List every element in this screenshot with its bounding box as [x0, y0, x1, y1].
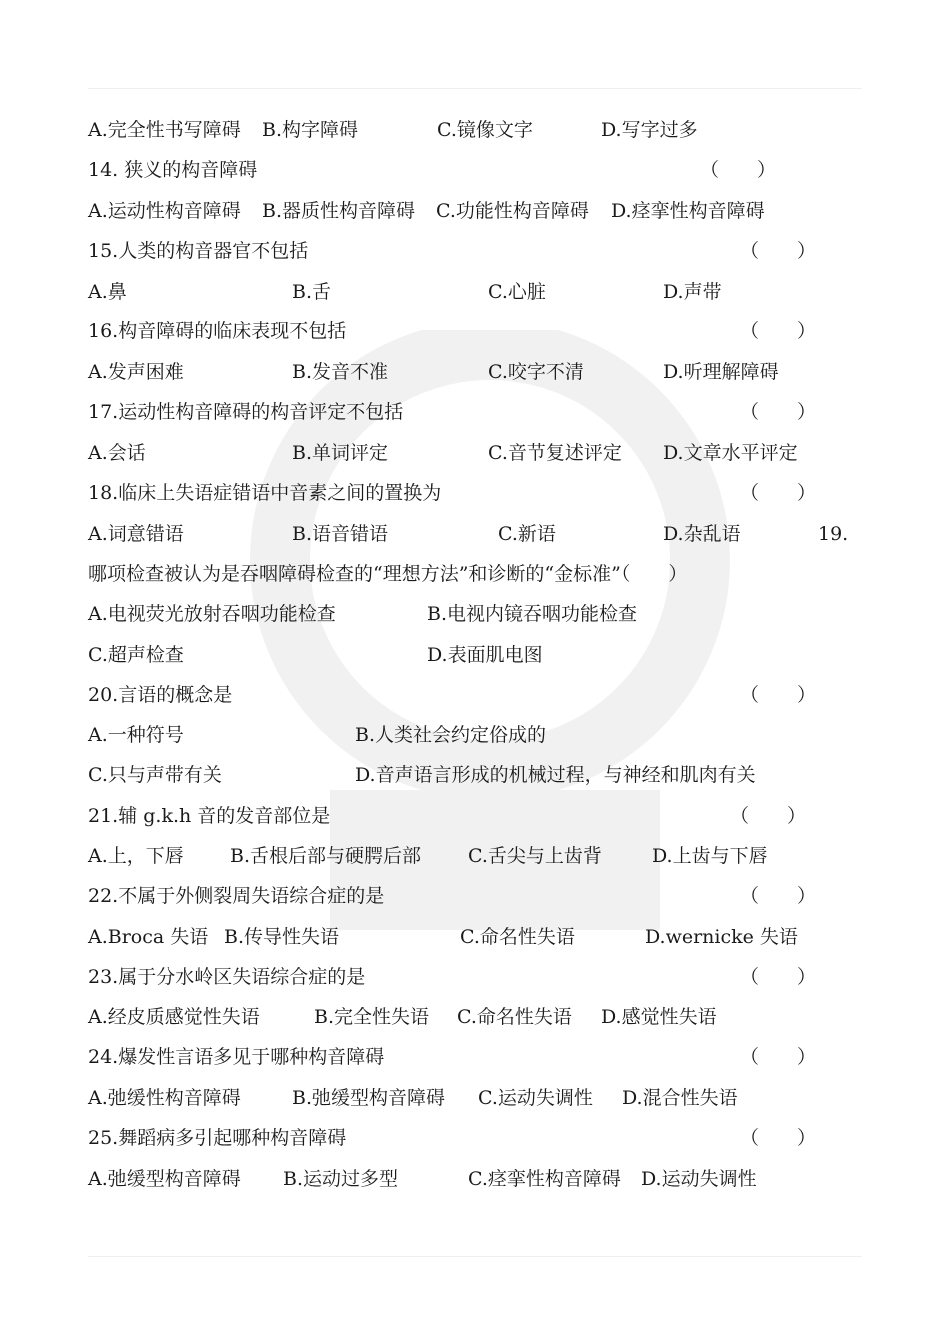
- question-stem: 23.属于分水岭区失语综合症的是: [88, 966, 366, 988]
- option-c: C.功能性构音障碍: [436, 200, 589, 222]
- answer-paren: （ ）: [740, 885, 817, 907]
- question-22-stem: [0, 881, 950, 911]
- option-c: C.镜像文字: [437, 119, 533, 141]
- option-c: C.新语: [498, 523, 556, 545]
- option-d: D.表面肌电图: [427, 644, 543, 666]
- option-b: B.器质性构音障碍: [262, 200, 416, 222]
- option-c: C.运动失调性: [478, 1087, 593, 1109]
- question-17-options: [0, 438, 950, 468]
- question-16-options: [0, 357, 950, 387]
- option-a: A.Broca 失语: [88, 926, 209, 948]
- question-19-options-ab: [0, 599, 950, 629]
- option-a: A.词意错语: [88, 523, 184, 545]
- question-22-options: [0, 922, 950, 952]
- question-18-options: [0, 519, 950, 549]
- option-b: B.完全性失语: [314, 1006, 430, 1028]
- question-14-options: [0, 196, 950, 226]
- answer-paren: （ ）: [700, 159, 777, 181]
- answer-paren: （ ）: [740, 1127, 817, 1149]
- question-24-options: [0, 1083, 950, 1113]
- option-d: D.上齿与下唇: [652, 845, 768, 867]
- bottom-rule: [88, 1256, 862, 1257]
- option-b: B.发音不准: [292, 361, 389, 383]
- question-stem: 21.辅 g.k.h 音的发音部位是: [88, 805, 331, 827]
- question-15-options: [0, 277, 950, 307]
- option-c: C.痉挛性构音障碍: [468, 1168, 621, 1190]
- option-d: D.文章水平评定: [663, 442, 798, 464]
- question-17-stem: [0, 397, 950, 427]
- answer-paren: （ ）: [740, 401, 817, 423]
- option-d: D.杂乱语: [663, 523, 741, 545]
- question-18-stem: [0, 478, 950, 508]
- option-c: C.咬字不清: [488, 361, 584, 383]
- answer-paren: （ ）: [740, 966, 817, 988]
- question-25-options: [0, 1164, 950, 1194]
- question-stem: 20.言语的概念是: [88, 684, 233, 706]
- question-15-stem: [0, 236, 950, 266]
- option-a: A.电视荧光放射吞咽功能检查: [88, 603, 336, 625]
- option-c: C.超声检查: [88, 644, 184, 666]
- answer-paren: （ ）: [740, 684, 817, 706]
- option-a: A.发声困难: [88, 361, 184, 383]
- option-d: D.写字过多: [601, 119, 698, 141]
- answer-paren: （ ）: [740, 482, 817, 504]
- top-rule: [88, 88, 862, 89]
- question-stem: 15.人类的构音器官不包括: [88, 240, 309, 262]
- question-23-stem: [0, 962, 950, 992]
- option-c: C.命名性失语: [457, 1006, 572, 1028]
- question-21-options: [0, 841, 950, 871]
- question-stem: 24.爆发性言语多见于哪种构音障碍: [88, 1046, 385, 1068]
- option-d: D.音声语言形成的机械过程，与神经和肌肉有关: [355, 764, 756, 786]
- question-14-stem: [0, 155, 950, 185]
- answer-paren: （ ）: [740, 320, 817, 342]
- question-stem: 18.临床上失语症错语中音素之间的置换为: [88, 482, 442, 504]
- option-a: A.一种符号: [88, 724, 184, 746]
- question-stem: 25.舞蹈病多引起哪种构音障碍: [88, 1127, 347, 1149]
- option-b: B.舌根后部与硬腭后部: [230, 845, 422, 867]
- option-d: D.混合性失语: [622, 1087, 738, 1109]
- question-stem: 哪项检查被认为是吞咽障碍检查的“理想方法”和诊断的“金标准”（ ）: [88, 563, 688, 585]
- option-a: A.会话: [88, 442, 146, 464]
- option-d: D.声带: [663, 281, 722, 303]
- option-b: B.舌: [292, 281, 332, 303]
- answer-paren: （ ）: [730, 805, 807, 827]
- question-25-stem: [0, 1123, 950, 1153]
- option-a: A.上，下唇: [88, 845, 184, 867]
- question-stem: 14. 狭义的构音障碍: [88, 159, 258, 181]
- question-23-options: [0, 1002, 950, 1032]
- option-c: C.命名性失语: [460, 926, 575, 948]
- option-c: C.音节复述评定: [488, 442, 622, 464]
- option-a: A.完全性书写障碍: [88, 119, 241, 141]
- option-d: D.痉挛性构音障碍: [611, 200, 765, 222]
- question-24-stem: [0, 1042, 950, 1072]
- next-question-number: 19.: [818, 523, 849, 545]
- question-21-stem: [0, 801, 950, 831]
- option-b: B.弛缓型构音障碍: [292, 1087, 446, 1109]
- option-b: B.人类社会约定俗成的: [355, 724, 547, 746]
- option-b: B.语音错语: [292, 523, 389, 545]
- option-a: A.弛缓性构音障碍: [88, 1087, 241, 1109]
- question-20-options-ab: [0, 720, 950, 750]
- option-b: B.构字障碍: [262, 119, 359, 141]
- question-20-stem: [0, 680, 950, 710]
- option-a: A.经皮质感觉性失语: [88, 1006, 260, 1028]
- option-c: C.心脏: [488, 281, 546, 303]
- option-b: B.传导性失语: [224, 926, 340, 948]
- question-stem: 22.不属于外侧裂周失语综合症的是: [88, 885, 385, 907]
- option-a: A.运动性构音障碍: [88, 200, 241, 222]
- question-stem: 17.运动性构音障碍的构音评定不包括: [88, 401, 404, 423]
- option-a: A.鼻: [88, 281, 127, 303]
- question-stem: 16.构音障碍的临床表现不包括: [88, 320, 347, 342]
- option-a: A.弛缓型构音障碍: [88, 1168, 241, 1190]
- answer-paren: （ ）: [740, 240, 817, 262]
- question-19-options-cd: [0, 640, 950, 670]
- option-d: D.wernicke 失语: [645, 926, 798, 948]
- question-16-stem: [0, 316, 950, 346]
- option-b: B.运动过多型: [283, 1168, 399, 1190]
- option-b: B.电视内镜吞咽功能检查: [427, 603, 638, 625]
- option-c: C.舌尖与上齿背: [468, 845, 602, 867]
- question-19-stem: [0, 559, 950, 589]
- option-c: C.只与声带有关: [88, 764, 222, 786]
- option-b: B.单词评定: [292, 442, 389, 464]
- option-d: D.听理解障碍: [663, 361, 779, 383]
- question-13-options: [0, 115, 950, 145]
- question-20-options-cd: [0, 760, 950, 790]
- option-d: D.运动失调性: [641, 1168, 757, 1190]
- answer-paren: （ ）: [740, 1046, 817, 1068]
- option-d: D.感觉性失语: [601, 1006, 717, 1028]
